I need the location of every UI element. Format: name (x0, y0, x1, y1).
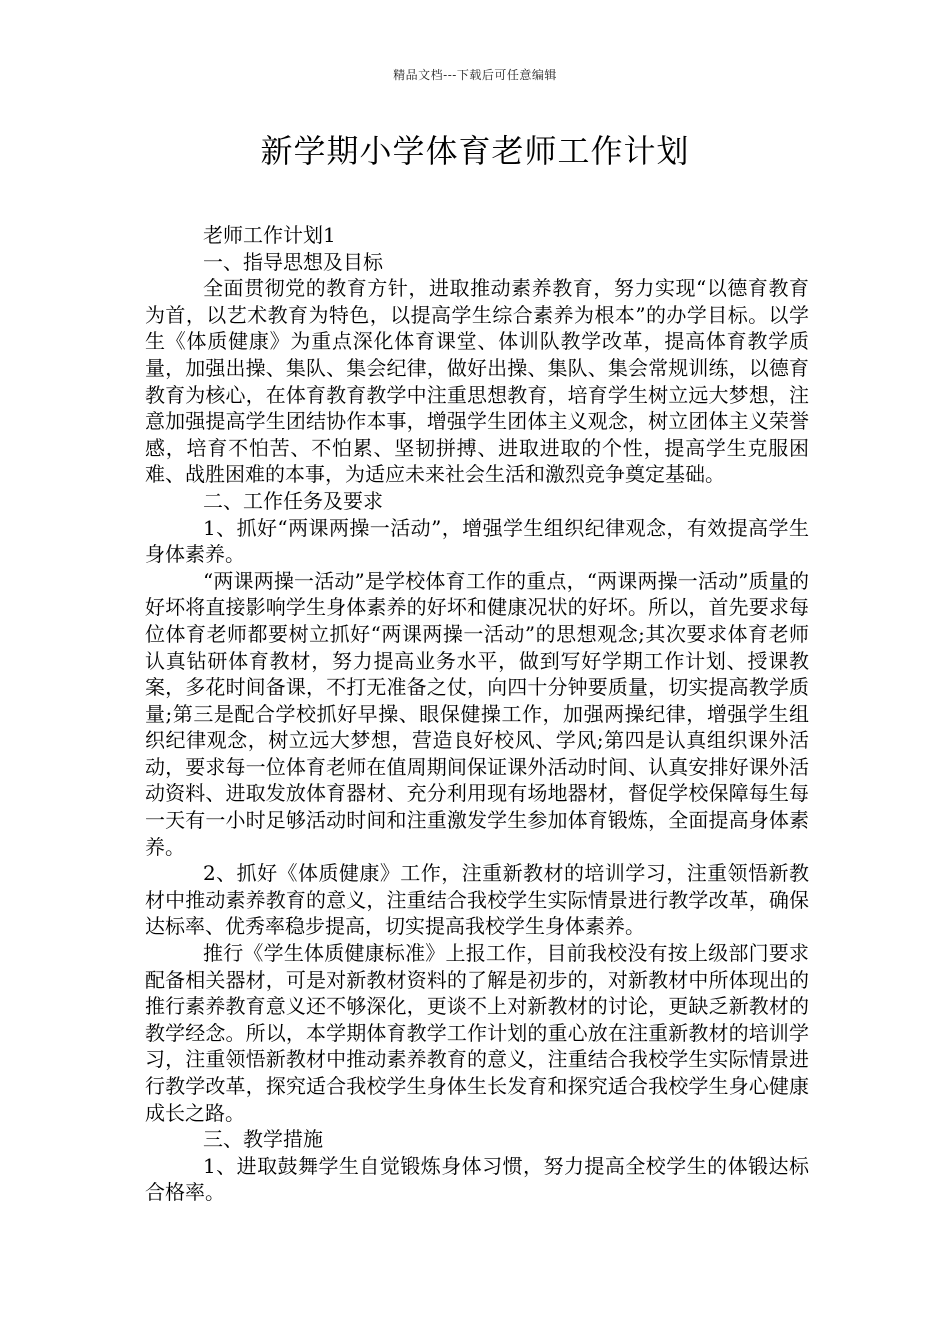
document-title: 新学期小学体育老师工作计划 (260, 132, 690, 170)
body-paragraph: “两课两操一活动”是学校体育工作的重点，“两课两操一活动”质量的好坏将直接影响学生身体素养的好坏和健康况状的好坏。所以，首先要求每位体育老师都要树立抓好“两课两操一活动”的思想观念;其次要求体育老师认真钻研体育教材，努力提高业务水平，做到写好学期工作计划、授课教案，多花时间备课，不打无准备之仗，向四十分钟要质量，切实提高教学质量;第三是配合学校抓好早操、眼保健操工作，加强两操纪律，增强学生组织纪律观念，树立远大梦想，营造良好校风、学风;第四是认真组织课外活动，要求每一位体育老师在值周期间保证课外活动时间、认真安排好课外活动资料、进取发放体育器材、充分利用现有场地器材，督促学校保障每生每一天有一小时足够活动时间和注重激发学生参加体育锻炼，全面提高身体素养。 (145, 568, 809, 859)
body-paragraph: 2、抓好《体质健康》工作，注重新教材的培训学习，注重领悟新教材中推动素养教育的意义，注重结合我校学生实际情景进行教学改革，确保达标率、优秀率稳步提高，切实提高我校学生身体素养。 (145, 861, 809, 939)
section-heading-tasks: 二、工作任务及要求 (203, 488, 383, 513)
plan-subtitle: 老师工作计划1 (203, 223, 336, 247)
section-heading-guiding-ideas: 一、指导思想及目标 (203, 249, 383, 274)
document-body (145, 222, 809, 1206)
body-paragraph: 全面贯彻党的教育方针，进取推动素养教育，努力实现“以德育教育为首，以艺术教育为特色，以提高学生综合素养为根本”的办学目标。以学生《体质健康》为重点深化体育课堂、体训队教学改革，提高体育教学质量，加强出操、集队、集会纪律，做好出操、集队、集会常规训练，以德育教育为核心，在体育教育教学中注重思想教育，培育学生树立远大梦想，注意加强提高学生团结协作本事，增强学生团体主义观念，树立团体主义荣誉感，培育不怕苦、不怕累、坚韧拼搏、进取进取的个性，提高学生克服困难、战胜困难的本事，为适应未来社会生活和激烈竞争奠定基础。 (145, 276, 809, 487)
body-paragraph: 1、抓好“两课两操一活动”，增强学生组织纪律观念，有效提高学生身体素养。 (145, 515, 809, 567)
header-note: 精品文档---下载后可任意编辑 (393, 68, 557, 82)
body-paragraph: 1、进取鼓舞学生自觉锻炼身体习惯，努力提高全校学生的体锻达标合格率。 (145, 1153, 809, 1205)
body-paragraph: 推行《学生体质健康标准》上报工作，目前我校没有按上级部门要求配备相关器材，可是对新教材资料的了解是初步的，对新教材中所体现出的推行素养教育意义还不够深化，更谈不上对新教材的讨论，更缺乏新教材的教学经念。所以，本学期体育教学工作计划的重心放在注重新教材的培训学习，注重领悟新教材中推动素养教育的意义，注重结合我校学生实际情景进行教学改革，探究适合我校学生身体生长发育和探究适合我校学生身心健康成长之路。 (145, 941, 809, 1125)
section-heading-measures: 三、教学措施 (203, 1127, 323, 1152)
